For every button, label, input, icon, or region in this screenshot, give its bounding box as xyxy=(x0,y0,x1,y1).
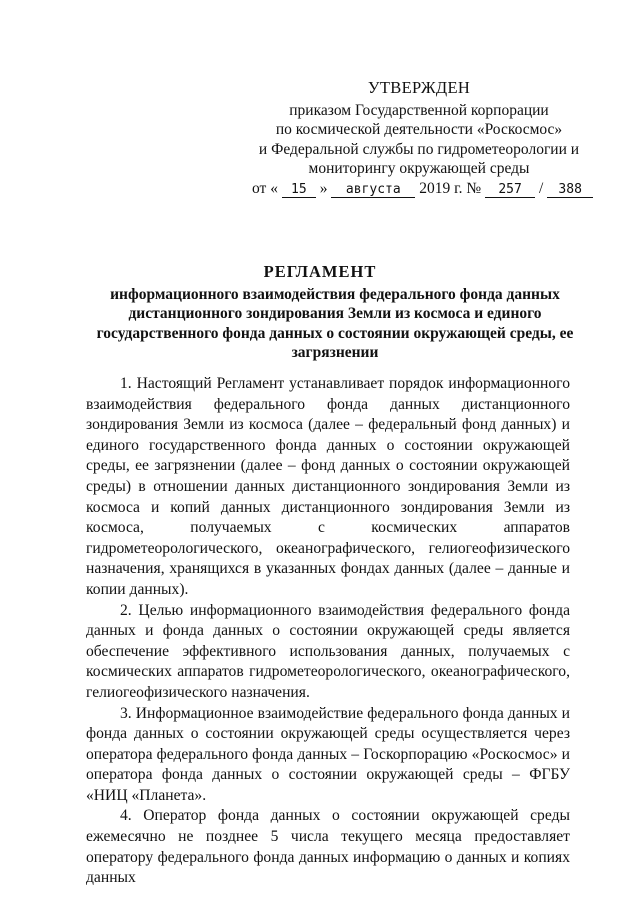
date-day: 15 xyxy=(282,183,316,198)
approval-line: приказом Государственной корпорации xyxy=(289,101,549,119)
approval-line: мониторингу окружающей среды xyxy=(308,160,530,178)
date-mid: » xyxy=(319,179,328,197)
paragraph: 1. Настоящий Регламент устанавливает порядок информационного взаимодействия федерального фонда данных дистанционного зондирования Земли из космоса (далее – федеральный фонд данных) и единого государственного фонда данных о состоянии окружающей среды, ее загрязнении (далее – фонд данных о состоянии окружающей среды) в отношении данных дистанционного зондирования Земли из космоса и копий данных дистанционного зондирования Земли из космоса, получаемых с космических аппаратов гидрометеорологического, океанографического, гелиогеофизического назначения, хранящихся в указанных фондах данных (далее – данные и копии данных). xyxy=(86,375,570,598)
approval-date-line xyxy=(252,179,586,199)
approval-block xyxy=(252,78,586,199)
approval-line: и Федеральной службы по гидрометеорологии и xyxy=(258,140,580,158)
date-month: августа xyxy=(331,183,415,198)
document-title: РЕГЛАМЕНТ xyxy=(263,262,377,281)
date-year: 2019 г. № xyxy=(419,179,482,197)
order-number-2: 388 xyxy=(547,183,593,198)
paragraph: 4. Оператор фонда данных о состоянии окружающей среды ежемесячно не позднее 5 числа текущего месяца предоставляет оператору федерального фонда данных информацию о данных и копиях данных xyxy=(86,807,570,887)
document-subtitle: информационного взаимодействия федерального фонда данных дистанционного зондирования Земли из космоса и единого государственного фонда данных о состоянии окружающей среды, ее загрязнении xyxy=(96,286,574,362)
order-number-1: 257 xyxy=(485,183,535,198)
approval-heading: УТВЕРЖДЕН xyxy=(367,78,471,97)
order-number-separator: / xyxy=(538,179,544,197)
date-prefix: от « xyxy=(252,179,278,197)
approval-line: по космической деятельности «Роскосмос» xyxy=(275,121,563,139)
paragraph: 2. Целью информационного взаимодействия федерального фонда данных и фонда данных о состоянии окружающей среды является обеспечение эффективного использования данных, получаемых с космических аппаратов гидрометеорологического, океанографического, гелиогеофизического назначения. xyxy=(86,601,570,701)
paragraph: 3. Информационное взаимодействие федерального фонда данных и фонда данных о состоянии окружающей среды осуществляется через оператора федерального фонда данных – Госкорпорацию «Роскосмос» и оператора фонда данных о состоянии окружающей среды – ФГБУ «НИЦ «Планета». xyxy=(86,704,570,804)
document-body xyxy=(86,374,570,889)
